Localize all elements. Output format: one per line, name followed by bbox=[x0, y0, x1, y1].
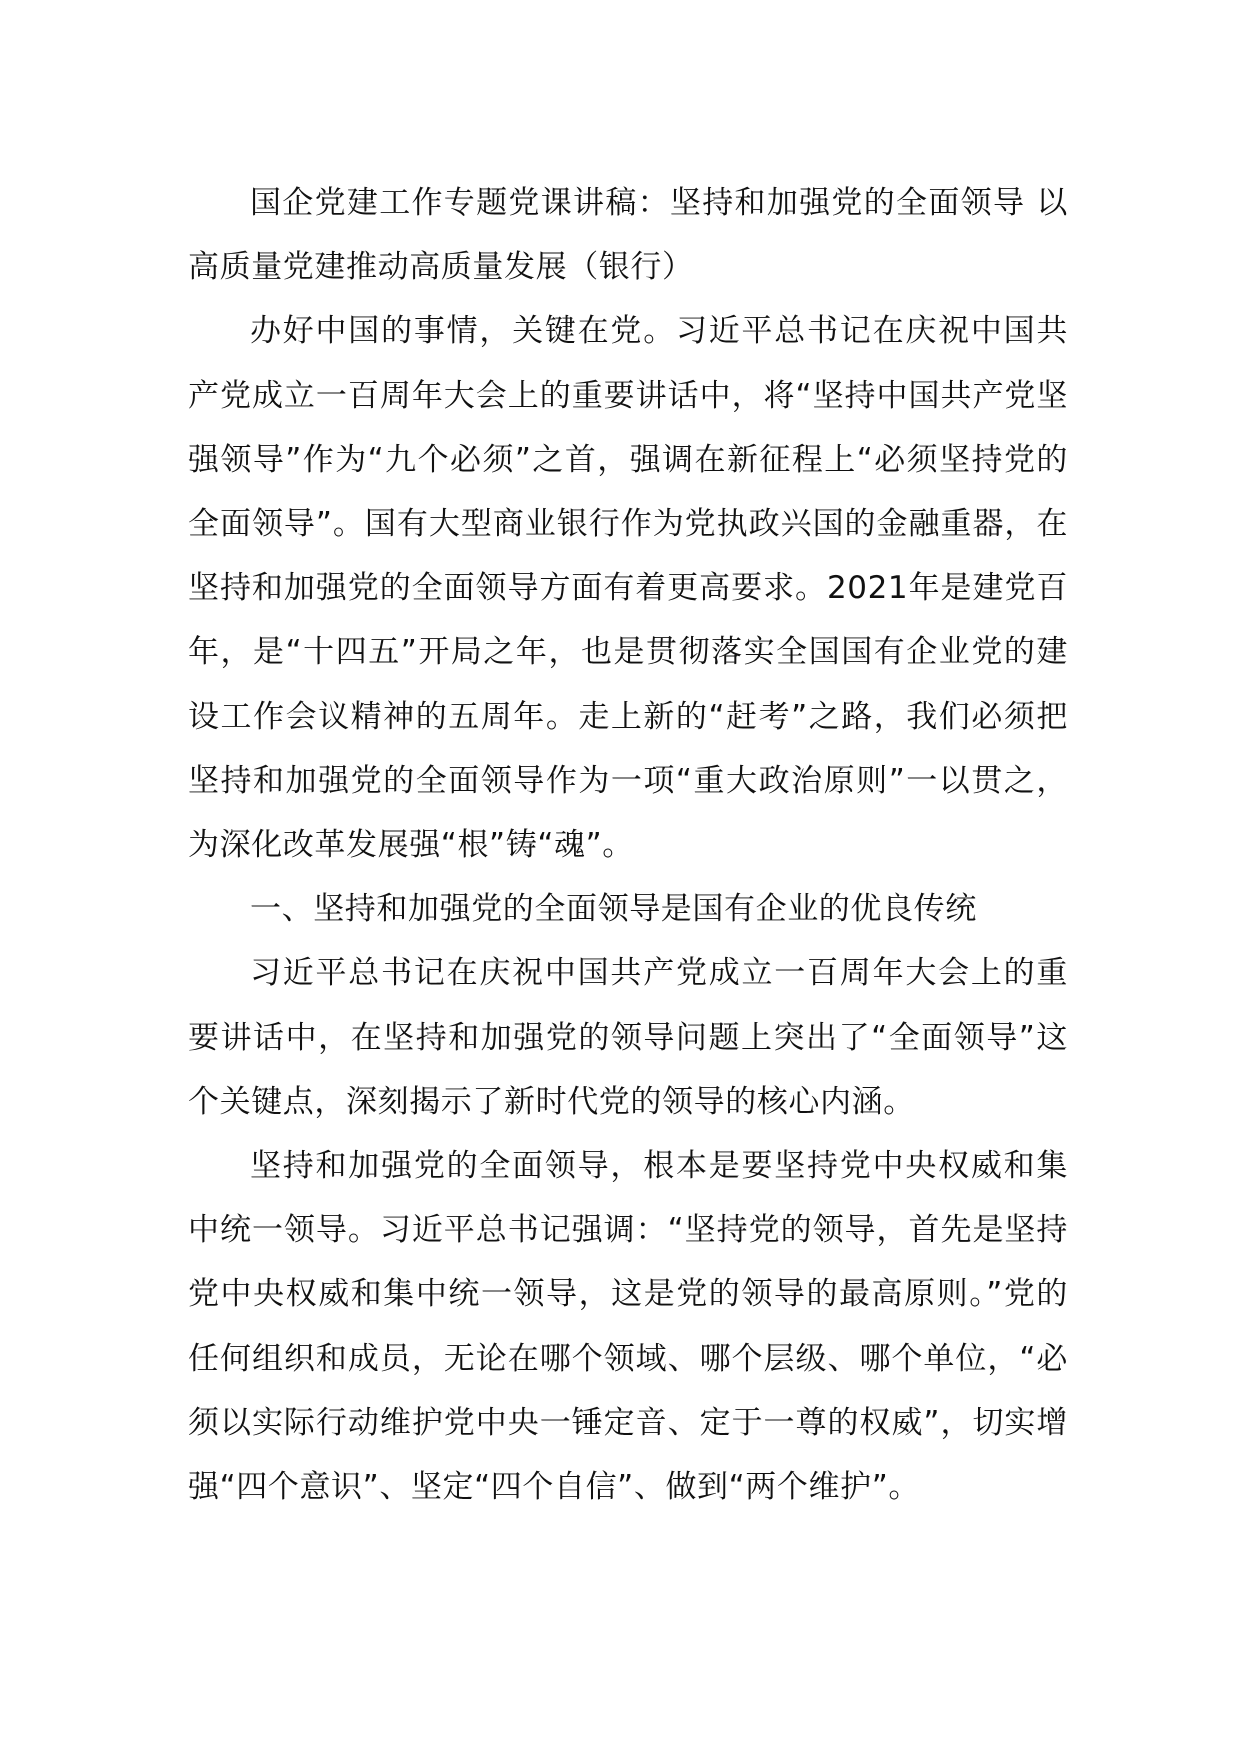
paragraph-section-1-b: 坚持和加强党的全面领导，根本是要坚持党中央权威和集中统一领导。习近平总书记强调：“坚持党的领导，首先是坚持党中央权威和集中统一领导，这是党的领导的最高原则。”党的任何组织和成员，无论在哪个领域、哪个层级、哪个单位，“必须以实际行动维护党中央一锤定音、定于一尊的权威”，切实增强“四个意识”、坚定“四个自信”、做到“两个维护”。 bbox=[188, 1148, 1068, 1506]
document-body bbox=[188, 171, 1068, 1519]
document-title: 国企党建工作专题党课讲稿：坚持和加强党的全面领导 以高质量党建推动高质量发展（银行） bbox=[188, 185, 1068, 286]
section-heading-1: 一、坚持和加强党的全面领导是国有企业的优良传统 bbox=[250, 891, 977, 928]
paragraph-section-1-a: 习近平总书记在庆祝中国共产党成立一百周年大会上的重要讲话中，在坚持和加强党的领导问题上突出了“全面领导”这个关键点，深刻揭示了新时代党的领导的核心内涵。 bbox=[188, 955, 1068, 1120]
paragraph-intro: 办好中国的事情，关键在党。习近平总书记在庆祝中国共产党成立一百周年大会上的重要讲话中，将“坚持中国共产党坚强领导”作为“九个必须”之首，强调在新征程上“必须坚持党的全面领导”。国有大型商业银行作为党执政兴国的金融重器，在坚持和加强党的全面领导方面有着更高要求。2021年是建党百年，是“十四五”开局之年，也是贯彻落实全国国有企业党的建设工作会议精神的五周年。走上新的“赶考”之路，我们必须把坚持和加强党的全面领导作为一项“重大政治原则”一以贯之，为深化改革发展强“根”铸“魂”。 bbox=[188, 313, 1068, 864]
